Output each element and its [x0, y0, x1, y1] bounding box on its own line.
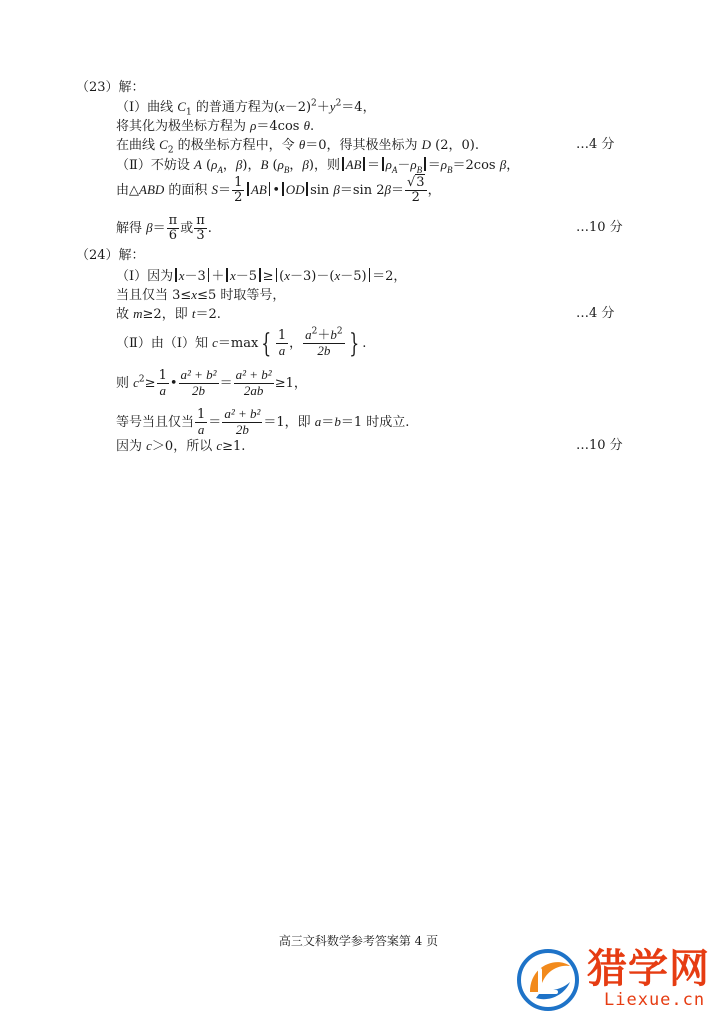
q23-polar-equation: 将其化为极坐标方程为 ρ＝4cos θ. [116, 118, 315, 134]
q23-part1: （Ⅰ）曲线 $C_1$ 的普通方程为$(x-2)^2+y^2=4$， [116, 98, 376, 118]
q23-area: 由△ABD 的面积 S＝ $\frac{1}{2}$ AB • OD sin β＝sin 2β＝ $\frac{√3}{2}$ ， [116, 175, 441, 205]
liexue-logo-icon [516, 948, 580, 1012]
page-footer: 高三文科数学参考答案第 4 页 [278, 934, 439, 948]
root3-fraction: $\frac{√3}{2}$ [407, 175, 425, 205]
q24-score-2: …10 分 [576, 438, 623, 453]
q23-number: （23）解： [76, 80, 145, 95]
q23-score-1: …4 分 [576, 137, 615, 152]
q24-result: 故 m≥2，即 t＝2. [116, 306, 221, 322]
logo-text-en: Liexue.cn [604, 990, 706, 1010]
q23-solve: 解得 β＝ $\frac{\pi}{6}$ 或 $\frac{\pi}{3}$ . [116, 213, 212, 243]
liexue-logo[interactable] [516, 948, 716, 1012]
q24-condition: 当且仅当 3≤x≤5 时取等号， [116, 287, 286, 303]
q24-part2: （Ⅱ）由（Ⅰ）知 c＝max { $\frac{1}{a}$ ， $\frac{a^2+b^2}{2b}$ } . [116, 326, 367, 359]
q23-score-2: …10 分 [576, 220, 623, 235]
q24-number: （24）解： [76, 248, 145, 263]
q23-c2-line: 在曲线 $C_2$ 的极坐标方程中，令 θ＝0，得其极坐标为 D (2，0). [116, 137, 479, 156]
q24-inequality: 则 $c^2\ge$ $\frac{1}{a}$ • $\frac{\text{a² + b²}}{2b}$ ＝ $\frac{\text{a² + b²}}{2ab}$ ≥1， [116, 367, 307, 398]
q24-equality: 等号当且仅当 $\frac{1}{a}$ ＝ $\frac{\text{a² + b²}}{2b}$ ＝1，即 a＝b＝1 时成立. [116, 406, 410, 437]
q24-part1: （Ⅰ）因为 x－3 ＋ x－5 ≥ (x－3)－(x－5) ＝2， [116, 268, 407, 284]
half-fraction: $\frac{1}{2}$ [234, 175, 243, 205]
logo-text-cn: 猎学网 [587, 946, 710, 992]
q24-final: 因为 c＞0，所以 c≥1. [116, 438, 246, 454]
q24-score-1: …4 分 [576, 306, 615, 321]
q23-part2: （Ⅱ）不妨设 A ($\rho_A$，β)，B ($\rho_B$，β)，则 AB ＝ $\rho_A-\rho_B =\rho_B=2\cos$ β， [116, 157, 520, 175]
